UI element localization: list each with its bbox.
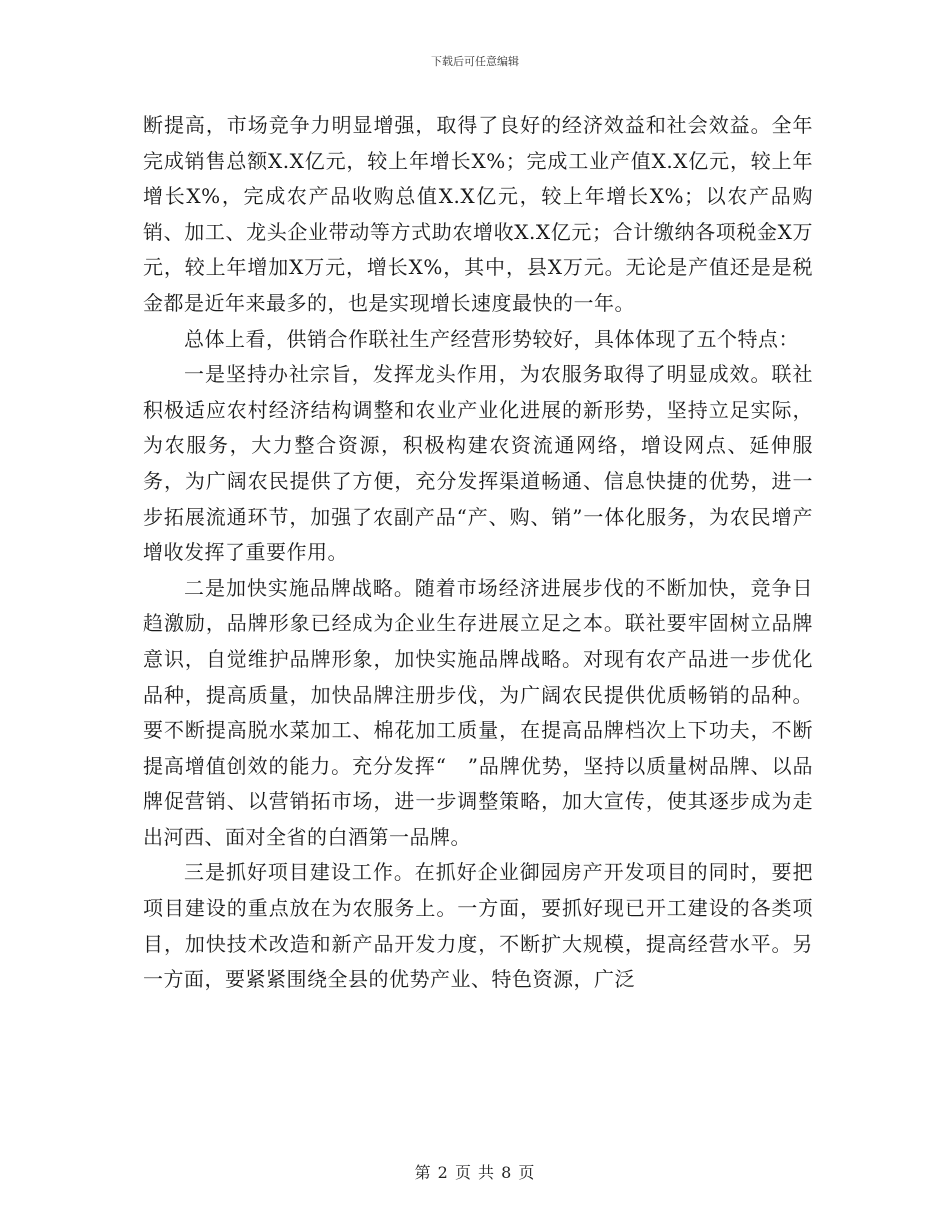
paragraph-continued: 断提高，市场竞争力明显增强，取得了良好的经济效益和社会效益。全年完成销售总额X.X亿元，较上年增长X%；完成工业产值X.X亿元，较上年增长X%，完成农产品收购总值X.X亿元，较上年增长X%；以农产品购销、加工、龙头企业带动等方式助农增收X.X亿元；合计缴纳各项税金X万元，较上年增加X万元，增长X%，其中，县X万元。无论是产值还是是税金都是近年来最多的，也是实现增长速度最快的一年。	[143, 113, 813, 315]
paragraph-point-three: 三是抓好项目建设工作。在抓好企业御园房产开发项目的同时，要把项目建设的重点放在为农服务上。一方面，要抓好现已开工建设的各类项目，加快技术改造和新产品开发力度，不断扩大规模，提高经营水平。另一方面，要紧紧围绕全县的优势产业、特色资源，广泛	[143, 860, 813, 992]
page-footer: 第 2 页 共 8 页	[414, 1163, 536, 1182]
document-body	[143, 108, 813, 998]
page-header: 下载后可任意编辑	[431, 55, 519, 68]
paragraph-point-two: 二是加快实施品牌战略。随着市场经济进展步伐的不断加快，竞争日趋激励，品牌形象已经成为企业生存进展立足之本。联社要牢固树立品牌意识，自觉维护品牌形象，加快实施品牌战略。对现有农产品进一步优化品种，提高质量，加快品牌注册步伐，为广阔农民提供优质畅销的品种。要不断提高脱水菜加工、棉花加工质量，在提高品牌档次上下功夫，不断提高增值创效的能力。充分发挥“ ”品牌优势，坚持以质量树品牌、以品牌促营销、以营销拓市场，进一步调整策略，加大宣传，使其逐步成为走出河西、面对全省的白酒第一品牌。	[143, 575, 813, 849]
paragraph-overview: 总体上看，供销合作联社生产经营形势较好，具体体现了五个特点：	[184, 326, 799, 351]
paragraph-point-one: 一是坚持办社宗旨，发挥龙头作用，为农服务取得了明显成效。联社积极适应农村经济结构调整和农业产业化进展的新形势，坚持立足实际，为农服务，大力整合资源，积极构建农资流通网络，增设网点、延伸服务，为广阔农民提供了方便，充分发挥渠道畅通、信息快捷的优势，进一步拓展流通环节，加强了农副产品“产、购、销”一体化服务，为农民增产增收发挥了重要作用。	[143, 362, 813, 565]
